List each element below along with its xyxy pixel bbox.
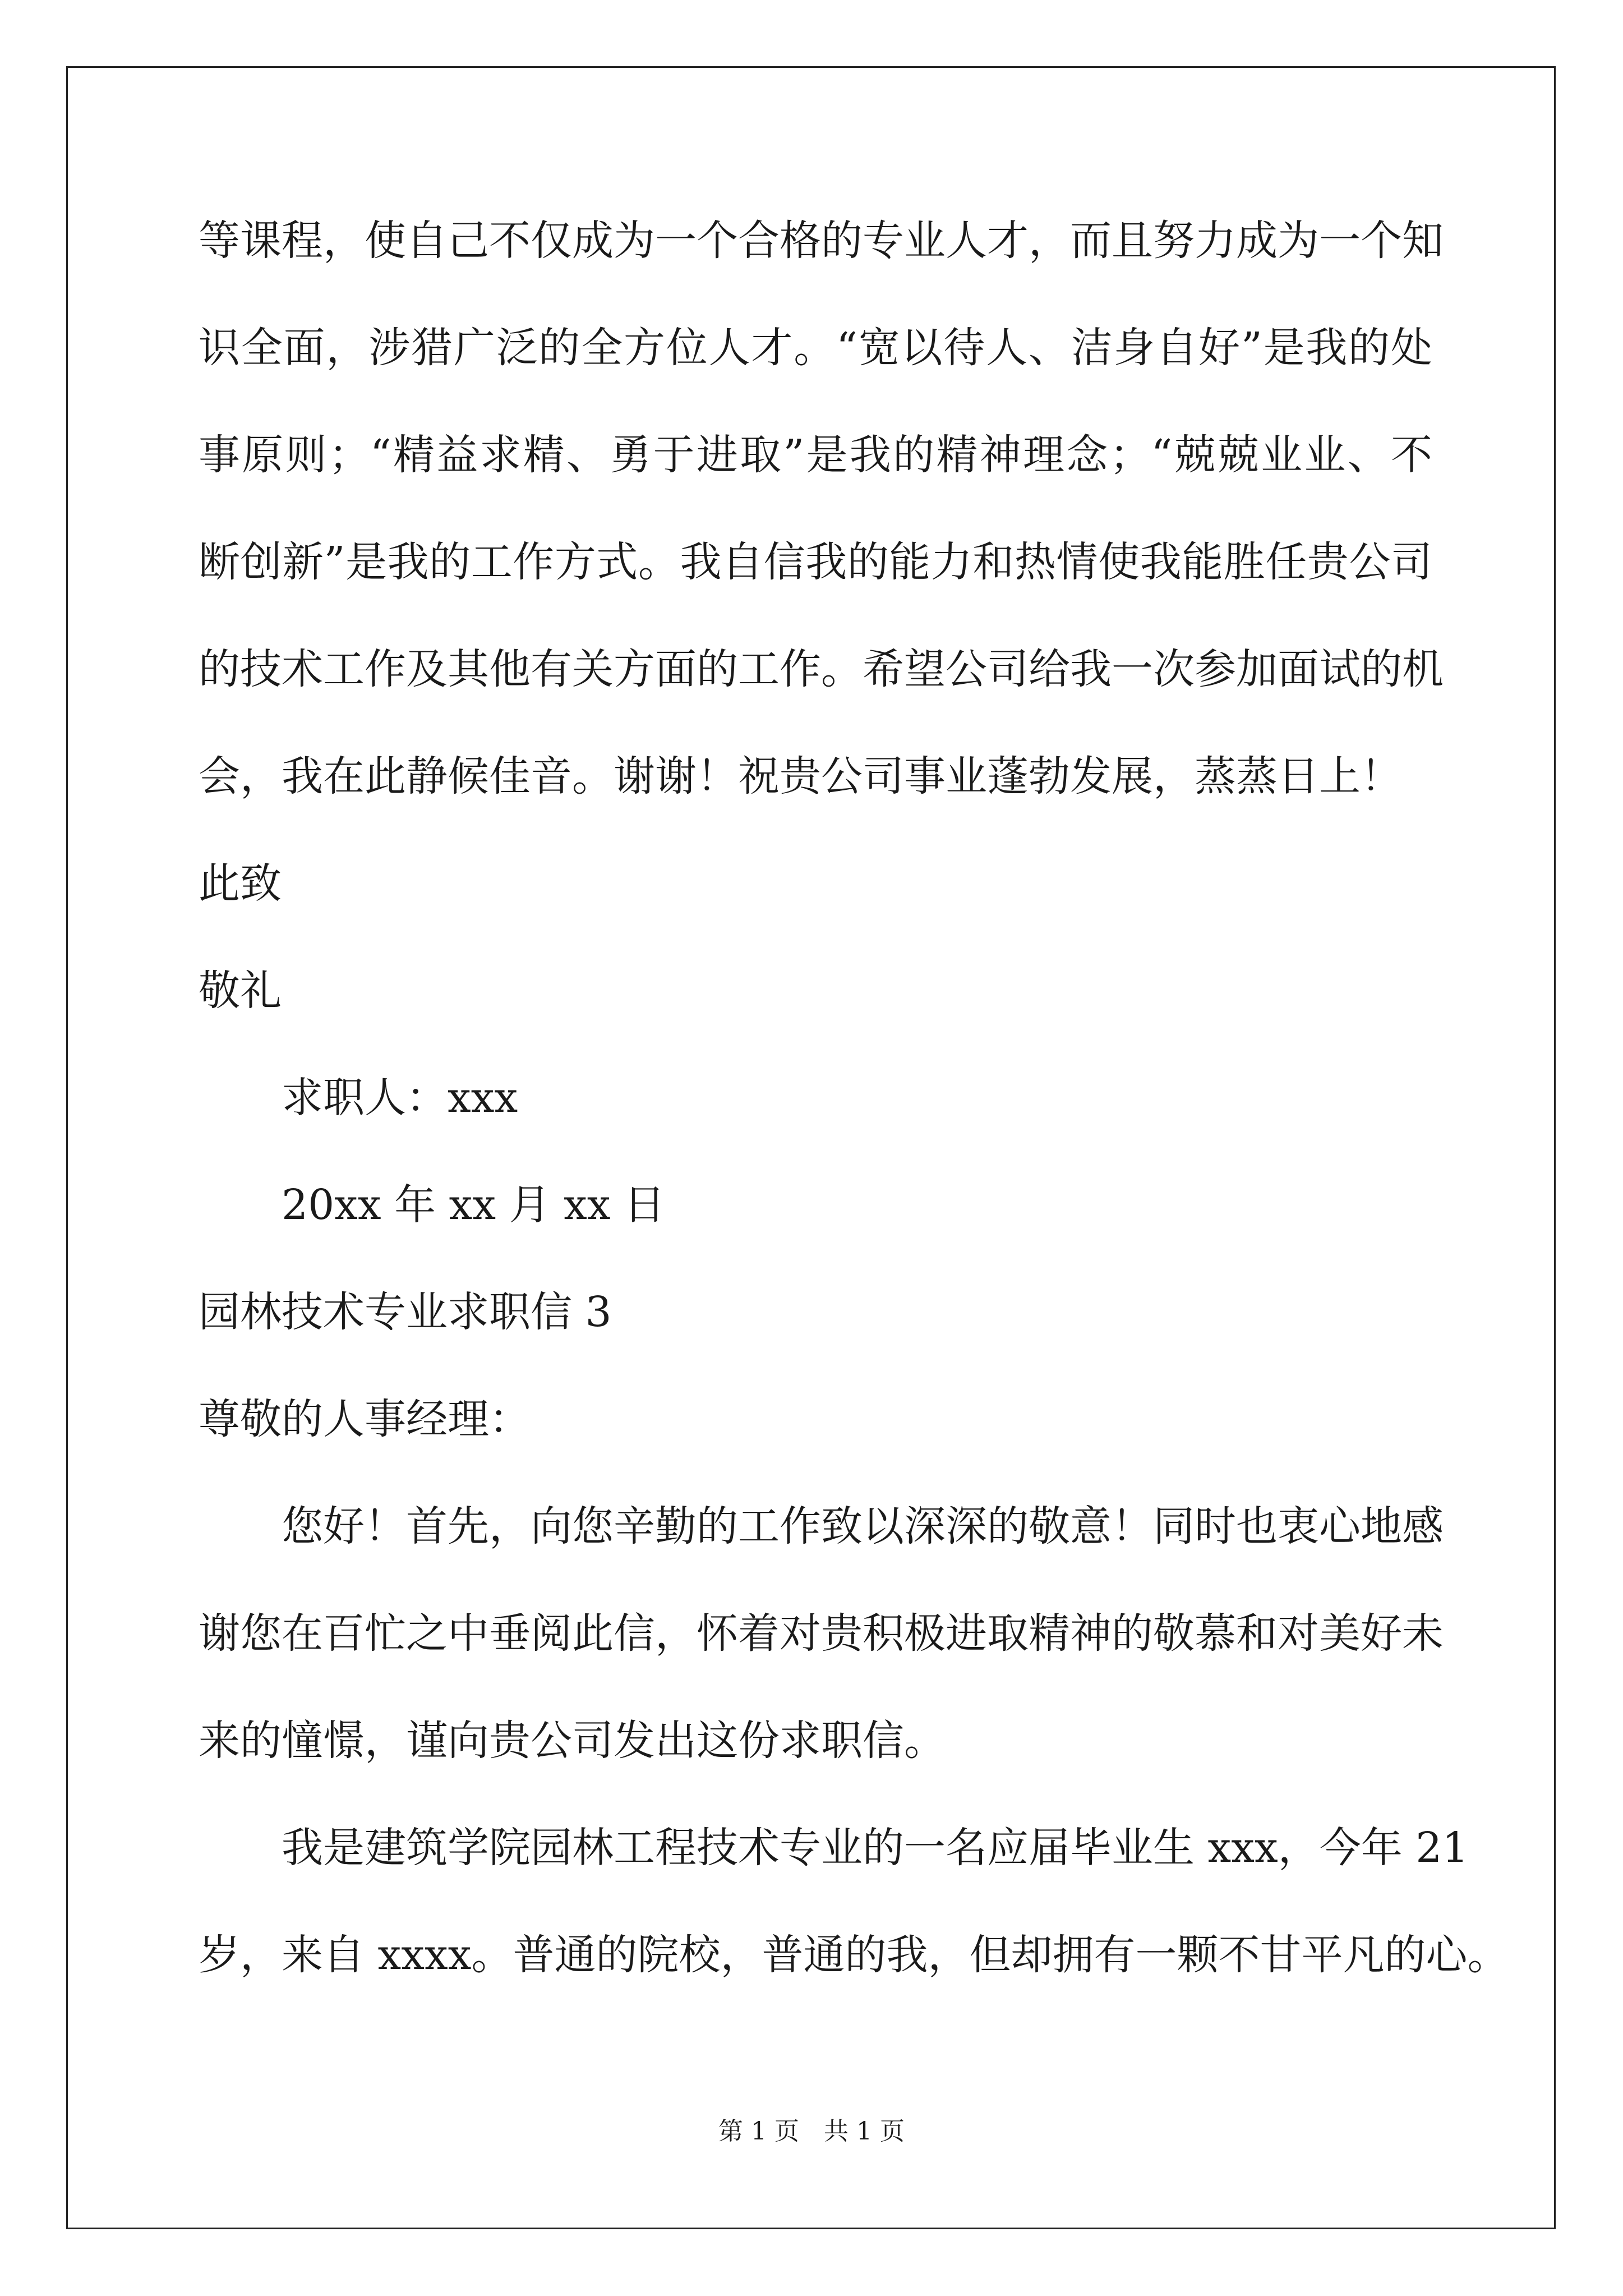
paragraph-line: 的技术工作及其他有关方面的工作。希望公司给我一次参加面试的机 — [199, 645, 1444, 693]
paragraph-line: 会，我在此静候佳音。谢谢！祝贵公司事业蓬勃发展，蒸蒸日上！ — [199, 752, 1402, 800]
paragraph-line: 事原则；“精益求精、勇于进取”是我的精神理念；“兢兢业业、不 — [199, 431, 1432, 479]
closing-regards: 敬礼 — [199, 967, 282, 1015]
signature-applicant: 求职人：xxx — [282, 1074, 518, 1122]
page-footer — [0, 2115, 1623, 2148]
paragraph-line: 识全面，涉猎广泛的全方位人才。“宽以待人、洁身自好”是我的处 — [199, 324, 1432, 372]
paragraph-line: 等课程，使自己不仅成为一个合格的专业人才，而且努力成为一个知 — [199, 217, 1444, 265]
paragraph-line: 岁，来自 xxxx。普通的院校，普通的我，但却拥有一颗不甘平凡的心。 — [199, 1931, 1509, 1979]
paragraph-line: 谢您在百忙之中垂阅此信，怀着对贵积极进取精神的敬慕和对美好未 — [199, 1609, 1444, 1658]
signature-date: 20xx 年 xx 月 xx 日 — [282, 1181, 666, 1229]
section-title: 园林技术专业求职信 3 — [199, 1288, 612, 1336]
paragraph-line: 我是建筑学院园林工程技术专业的一名应届毕业生 xxx，今年 21 — [282, 1824, 1469, 1872]
page-number: 第 1 页 — [718, 2117, 799, 2146]
paragraph-line: 来的憧憬，谨向贵公司发出这份求职信。 — [199, 1717, 946, 1765]
paragraph-line: 您好！首先，向您辛勤的工作致以深深的敬意！同时也衷心地感 — [282, 1502, 1444, 1550]
page-total: 共 1 页 — [824, 2117, 905, 2146]
closing-salutation: 此致 — [199, 859, 282, 908]
document-body — [199, 208, 1509, 2029]
paragraph-line: 断创新”是我的工作方式。我自信我的能力和热情使我能胜任贵公司 — [199, 538, 1432, 586]
letter-greeting: 尊敬的人事经理： — [199, 1395, 531, 1443]
